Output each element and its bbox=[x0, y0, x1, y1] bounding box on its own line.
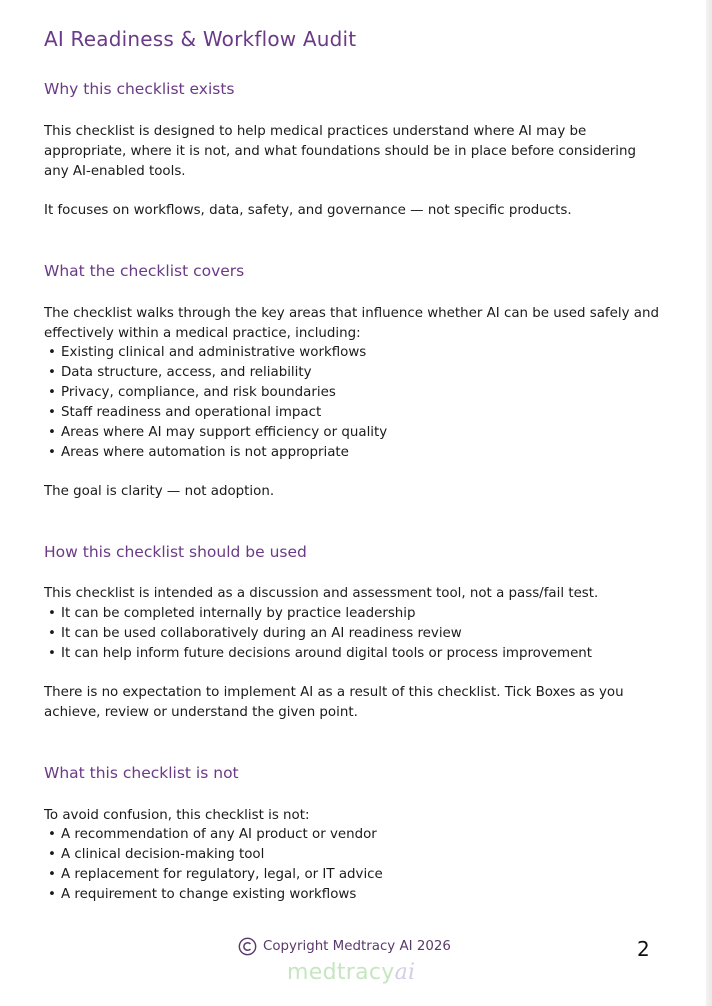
list-item: • A replacement for regulatory, legal, or IT advice bbox=[48, 865, 383, 885]
bullet-icon: • bbox=[48, 886, 56, 902]
logo-suffix-text: ai bbox=[394, 960, 416, 985]
section-heading-why: Why this checklist exists bbox=[44, 80, 235, 98]
page-edge-shadow bbox=[706, 0, 712, 1006]
copyright-text: Copyright Medtracy AI 2026 bbox=[263, 939, 451, 954]
section-how-intro: This checklist is intended as a discussion and assessment tool, not a pass/fail test. bbox=[44, 586, 599, 601]
section-covers-intro: The checklist walks through the key areas that influence whether AI can be used safely and effectively within a medical practice, including: bbox=[44, 306, 659, 341]
medtracy-logo bbox=[287, 960, 415, 985]
bullet-icon: • bbox=[48, 866, 56, 882]
not-list bbox=[48, 825, 383, 905]
list-item: • A recommendation of any AI product or vendor bbox=[48, 825, 383, 845]
list-item: • A requirement to change existing workflows bbox=[48, 885, 383, 905]
list-item: • It can be used collaboratively during an AI readiness review bbox=[48, 624, 592, 644]
section-why-paragraph-1: This checklist is designed to help medical practices understand where AI may be appropriate, where it is not, and what foundations should be in place before considering any AI-enabled tools. bbox=[44, 124, 637, 179]
bullet-icon: • bbox=[48, 404, 56, 420]
bullet-icon: • bbox=[48, 846, 56, 862]
bullet-icon: • bbox=[48, 424, 56, 440]
bullet-icon: • bbox=[48, 606, 56, 621]
bullet-icon: • bbox=[48, 345, 56, 360]
list-item: • It can help inform future decisions around digital tools or process improvement bbox=[48, 644, 592, 664]
list-item: • Privacy, compliance, and risk boundaries bbox=[48, 383, 387, 403]
footer-copyright bbox=[238, 937, 451, 956]
copyright-icon bbox=[238, 937, 257, 956]
bullet-icon: • bbox=[48, 384, 56, 400]
section-heading-not: What this checklist is not bbox=[44, 764, 239, 782]
bullet-icon: • bbox=[48, 444, 56, 460]
section-covers-outro: The goal is clarity — not adoption. bbox=[44, 484, 275, 499]
page-number: 2 bbox=[637, 937, 650, 961]
list-item: • A clinical decision-making tool bbox=[48, 845, 383, 865]
bullet-icon: • bbox=[48, 625, 56, 641]
section-heading-covers: What the checklist covers bbox=[44, 262, 245, 280]
page-title: AI Readiness & Workflow Audit bbox=[44, 27, 357, 51]
section-not-intro: To avoid confusion, this checklist is not: bbox=[44, 808, 310, 823]
bullet-icon: • bbox=[48, 364, 56, 380]
section-heading-how: How this checklist should be used bbox=[44, 543, 307, 561]
list-item: • Existing clinical and administrative workflows bbox=[48, 343, 387, 363]
list-item: • It can be completed internally by practice leadership bbox=[48, 604, 592, 624]
covers-list bbox=[48, 343, 387, 462]
section-why-paragraph-2: It focuses on workflows, data, safety, and governance — not specific products. bbox=[44, 203, 572, 218]
list-item: • Data structure, access, and reliability bbox=[48, 363, 387, 383]
bullet-icon: • bbox=[48, 645, 56, 661]
how-list bbox=[48, 604, 592, 664]
section-how-outro: There is no expectation to implement AI as a result of this checklist. Tick Boxes as you achieve, review or understand the given point. bbox=[44, 685, 624, 720]
list-item: • Areas where automation is not appropriate bbox=[48, 443, 387, 463]
list-item: • Staff readiness and operational impact bbox=[48, 403, 387, 423]
logo-main-text: medtracy bbox=[287, 960, 395, 985]
list-item: • Areas where AI may support efficiency or quality bbox=[48, 423, 387, 443]
bullet-icon: • bbox=[48, 827, 56, 842]
